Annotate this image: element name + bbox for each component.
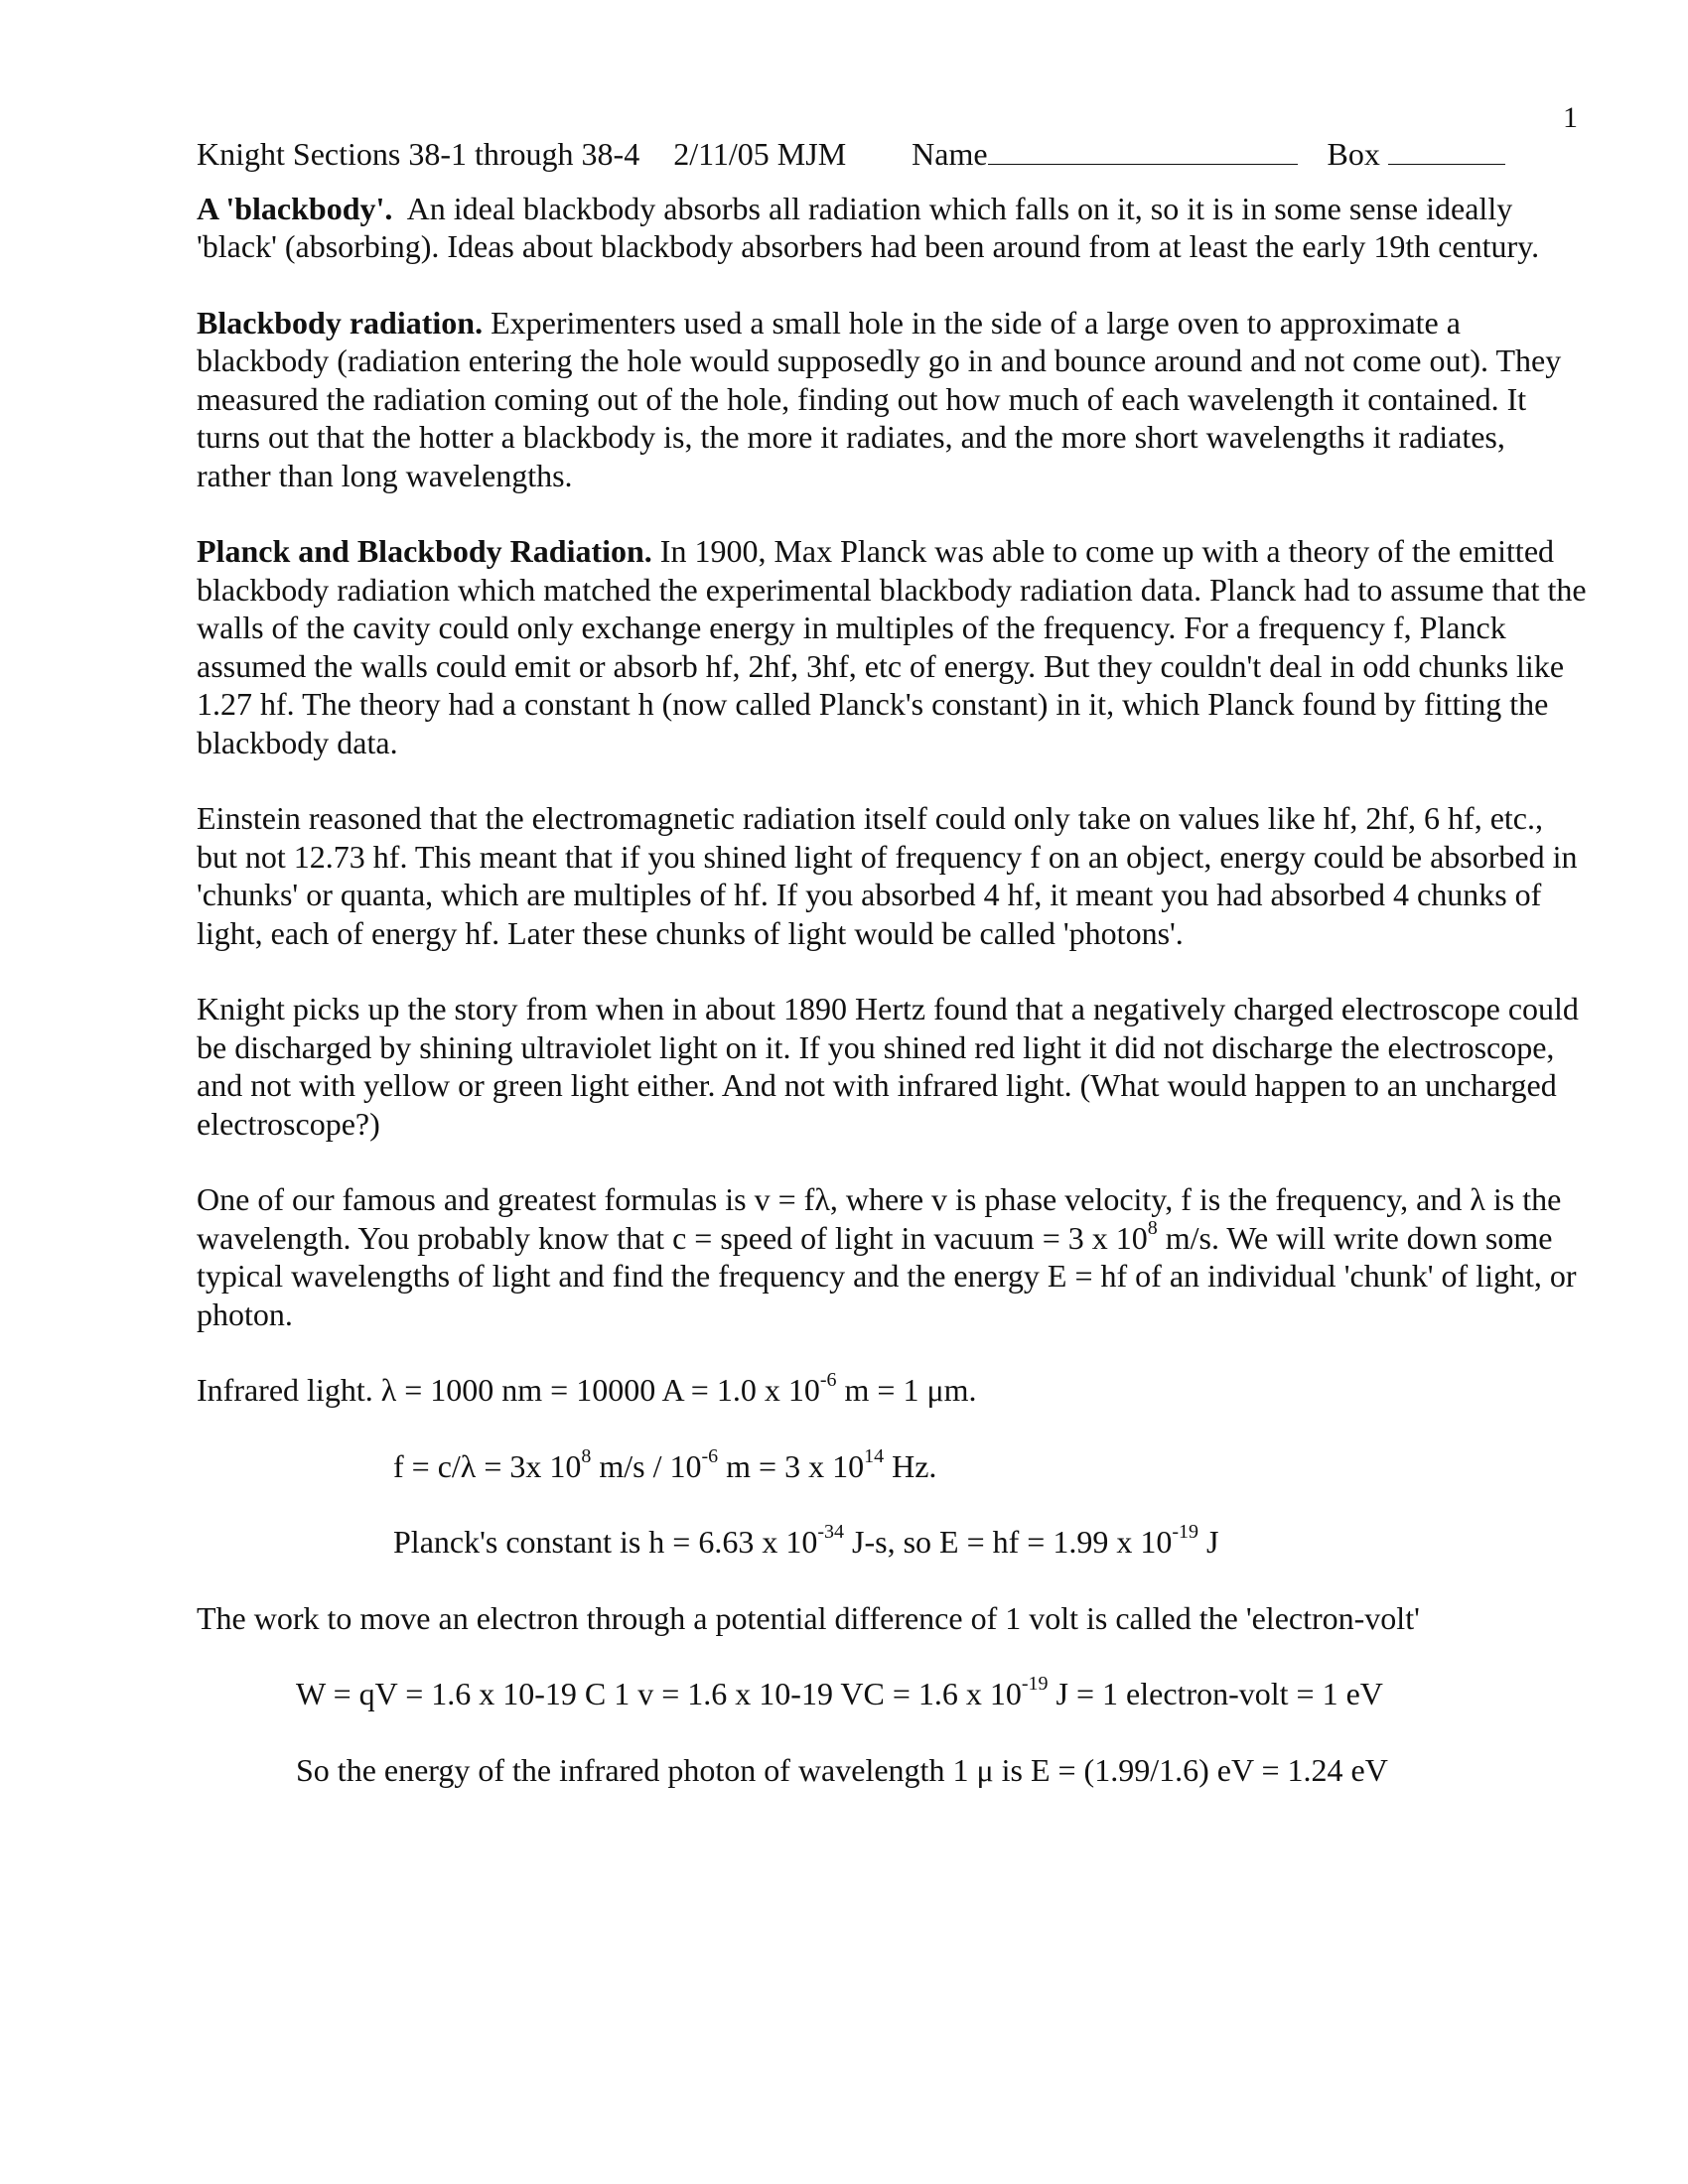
- text-blackbody: An ideal blackbody absorbs all radiation which falls on it, so it is in some sense ideally 'black' (absorbing). Ideas about blackbody absorbers had been around from at least the early 19th century.: [197, 190, 1540, 264]
- frequency-text-1: f = c/λ = 3x 10: [393, 1447, 582, 1484]
- frequency-text-4: Hz.: [884, 1447, 937, 1484]
- formula-exponent: 8: [1147, 1216, 1158, 1239]
- header-date-author: 2/11/05 MJM: [673, 136, 847, 172]
- frequency-equation: [197, 1444, 1587, 1486]
- text-blackbody-radiation: Experimenters used a small hole in the side of a large oven to approximate a blackbody (radiation entering the hole would supposedly go in and bounce around and not come out). They measured the radiation coming out of the hole, finding out how much of each wavelength it contained. It turns out that the hotter a blackbody is, the more it radiates, and the more short wavelengths it radiates, rather than long wavelengths.: [197, 304, 1562, 493]
- text-planck: In 1900, Max Planck was able to come up with a theory of the emitted blackbody radiation which matched the experimental blackbody radiation data. Planck had to assume that the walls of the cavity could only exchange energy in multiples of the frequency. For a frequency f, Planck assumed the walls could emit or absorb hf, 2hf, 3hf, etc of energy. But they couldn't deal in odd chunks like 1.27 hf. The theory had a constant h (now called Planck's constant) in it, which Planck found by fitting the blackbody data.: [197, 533, 1587, 760]
- paragraph-hertz: Knight picks up the story from when in about 1890 Hertz found that a negatively charged electroscope could be discharged by shining ultraviolet light on it. If you shined red light it did not discharge the electroscope, and not with yellow or green light either. And not with infrared light. (What would happen to an uncharged electroscope?): [197, 991, 1579, 1142]
- formula-text-2: m/s. We will write down some typical wavelengths of light and find the frequency and the energy E = hf of an individual 'chunk' of light, or photon.: [197, 1219, 1577, 1332]
- electron-volt-intro: The work to move an electron through a potential difference of 1 volt is called the 'electron-volt': [197, 1599, 1420, 1636]
- frequency-text-2: m/s / 10: [591, 1447, 702, 1484]
- frequency-exponent-3: 14: [864, 1444, 885, 1467]
- planck-const-text-3: J: [1198, 1524, 1219, 1560]
- paragraph-formula: [197, 1180, 1587, 1333]
- box-blank: [1388, 137, 1505, 165]
- box-label: Box: [1327, 136, 1380, 172]
- work-text-1: W = qV = 1.6 x 10-19 C 1 v = 1.6 x 10-19 VC = 1.6 x 10: [296, 1676, 1022, 1711]
- paragraph-blackbody: [197, 190, 1587, 266]
- formula-text-1: One of our famous and greatest formulas is v = fλ, where v is phase velocity, f is the frequency, and λ is the wavelength. You probably know that c = speed of light in vacuum = 3 x 10: [197, 1181, 1562, 1256]
- name-blank: [988, 137, 1298, 165]
- name-label: Name: [912, 136, 988, 172]
- paragraph-einstein: Einstein reasoned that the electromagnetic radiation itself could only take on values like hf, 2hf, 6 hf, etc., but not 12.73 hf. This meant that if you shined light of frequency f on an object, energy could be absorbed in 'chunks' or quanta, which are multiples of hf. If you absorbed 4 hf, it meant you had absorbed 4 chunks of light, each of energy hf. Later these chunks of light would be called 'photons'.: [197, 800, 1578, 951]
- work-text-2: J = 1 electron-volt = 1 eV: [1048, 1676, 1383, 1711]
- frequency-exponent-1: 8: [581, 1444, 592, 1467]
- document-body: [197, 135, 1587, 1827]
- document-header: [197, 135, 1587, 174]
- frequency-exponent-2: -6: [701, 1444, 719, 1467]
- work-exponent: -19: [1021, 1673, 1049, 1696]
- planck-const-text-1: Planck's constant is h = 6.63 x 10: [393, 1524, 818, 1560]
- box-field: [1328, 135, 1505, 174]
- heading-planck: Planck and Blackbody Radiation.: [197, 533, 652, 569]
- heading-blackbody: A 'blackbody'.: [197, 190, 393, 226]
- infrared-text-2: m = 1 μm.: [836, 1372, 977, 1408]
- planck-const-text-2: J-s, so E = hf = 1.99 x 10: [844, 1524, 1173, 1560]
- paragraph-planck: [197, 532, 1587, 761]
- planck-const-exponent-2: -19: [1172, 1521, 1198, 1544]
- frequency-text-3: m = 3 x 10: [718, 1447, 865, 1484]
- paragraph-blackbody-radiation: [197, 304, 1587, 495]
- infrared-exponent: -6: [819, 1369, 837, 1392]
- heading-blackbody-radiation: Blackbody radiation.: [197, 304, 484, 341]
- name-field: [912, 135, 1297, 174]
- photon-energy-line: So the energy of the infrared photon of wavelength 1 μ is E = (1.99/1.6) eV = 1.24 eV: [296, 1751, 1388, 1788]
- infrared-line: [197, 1371, 1587, 1410]
- header-sections: Knight Sections 38-1 through 38-4: [197, 136, 640, 172]
- page-number: 1: [1563, 101, 1578, 134]
- work-equation: [197, 1675, 1587, 1713]
- planck-constant-equation: [197, 1523, 1587, 1562]
- planck-const-exponent-1: -34: [817, 1521, 845, 1544]
- infrared-text-1: Infrared light. λ = 1000 nm = 10000 A = 1.0 x 10: [197, 1372, 820, 1408]
